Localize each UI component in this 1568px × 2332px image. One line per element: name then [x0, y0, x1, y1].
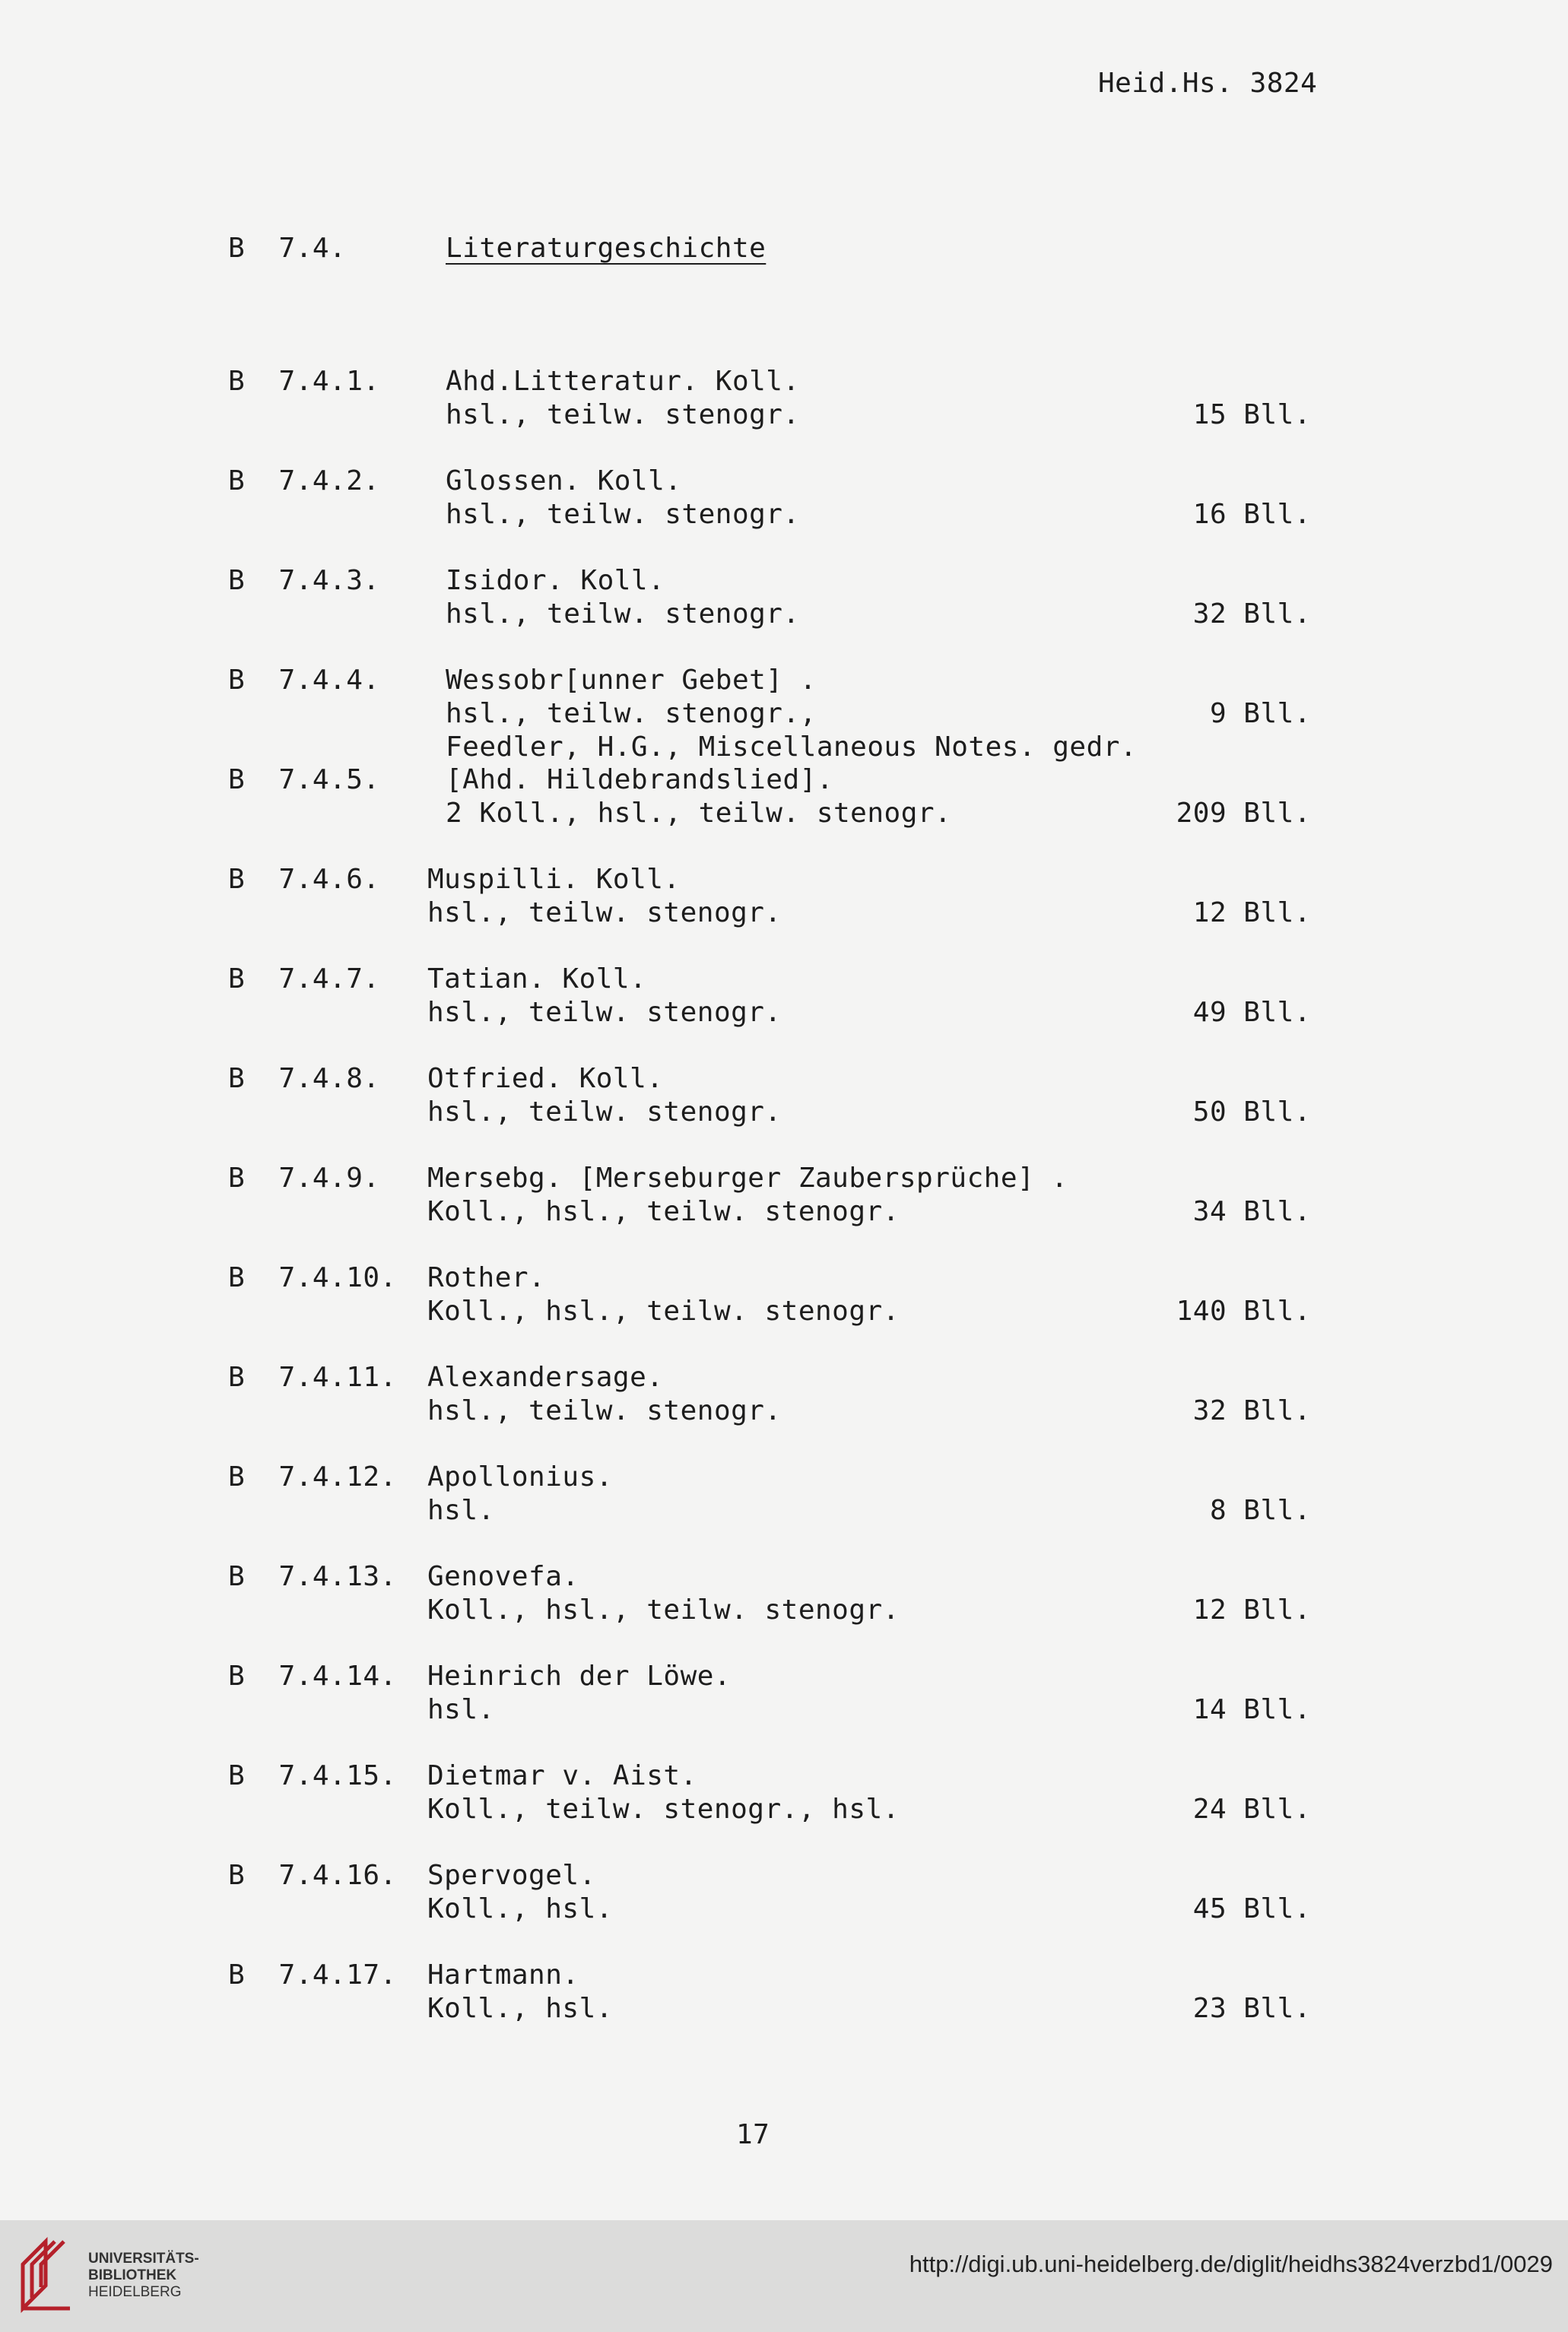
entry-title: Spervogel. — [427, 1860, 596, 1891]
page-number: 17 — [736, 2119, 770, 2150]
entry-description: Koll., hsl., teilw. stenogr. — [427, 1594, 900, 1626]
source-url-link[interactable]: http://digi.ub.uni-heidelberg.de/diglit/heidhs3824verzbd1/0029 — [909, 2251, 1553, 2277]
entry-description: hsl., teilw. stenogr. — [427, 997, 782, 1028]
entry-description: hsl., teilw. stenogr. — [446, 598, 800, 630]
entry-code: B 7.4.6. — [228, 864, 380, 895]
entry-leaf-count: 34 Bll. — [1192, 1196, 1311, 1227]
entry-leaf-count: 16 Bll. — [1192, 499, 1311, 530]
entry-leaf-count: 23 Bll. — [1192, 1993, 1311, 2024]
entry-code: B 7.4.17. — [228, 1959, 397, 1991]
entry-description: hsl. — [427, 1694, 495, 1725]
entry-leaf-count: 15 Bll. — [1192, 399, 1311, 430]
entry-title: Alexandersage. — [427, 1362, 664, 1393]
entry-leaf-count: 32 Bll. — [1192, 598, 1311, 630]
footer-bar — [0, 2220, 1568, 2332]
entry-code: B 7.4.3. — [228, 565, 380, 596]
entry-leaf-count: 209 Bll. — [1176, 798, 1311, 829]
entry-title: Muspilli. Koll. — [427, 864, 681, 895]
entry-code: B 7.4.16. — [228, 1860, 397, 1891]
section-code: B 7.4. — [228, 233, 347, 264]
entry-description: Koll., hsl. — [427, 1993, 613, 2024]
entry-code: B 7.4.9. — [228, 1163, 380, 1194]
library-logo-icon — [15, 2237, 78, 2313]
catalog-entry — [0, 365, 1568, 441]
entry-description: 2 Koll., hsl., teilw. stenogr. — [446, 798, 952, 829]
library-name-line2: BIBLIOTHEK — [88, 2267, 177, 2283]
entry-description: hsl., teilw. stenogr. — [427, 1096, 782, 1128]
entry-code: B 7.4.5. — [228, 764, 380, 795]
entry-code: B 7.4.13. — [228, 1561, 397, 1592]
entry-description: hsl., teilw. stenogr. — [427, 1395, 782, 1426]
entry-description: hsl., teilw. stenogr. — [446, 399, 800, 430]
entry-title: Otfried. Koll. — [427, 1063, 664, 1094]
library-name-line3: HEIDELBERG — [88, 2284, 182, 2300]
catalog-entry — [0, 564, 1568, 640]
entry-title: Wessobr[unner Gebet] . — [446, 665, 817, 696]
entry-title: Apollonius. — [427, 1461, 613, 1493]
entry-code: B 7.4.4. — [228, 665, 380, 696]
section-title: Literaturgeschichte — [446, 233, 767, 264]
catalog-entry — [0, 863, 1568, 939]
catalog-entry — [0, 1261, 1568, 1337]
entry-title: Glossen. Koll. — [446, 465, 682, 497]
entry-code: B 7.4.15. — [228, 1760, 397, 1791]
entry-code: B 7.4.2. — [228, 465, 380, 497]
entry-leaf-count: 8 Bll. — [1209, 1495, 1311, 1526]
entry-leaf-count: 12 Bll. — [1192, 897, 1311, 928]
catalog-entry — [0, 664, 1568, 763]
entry-title: [Ahd. Hildebrandslied]. — [446, 764, 833, 795]
entry-code: B 7.4.10. — [228, 1262, 397, 1293]
entry-leaf-count: 49 Bll. — [1192, 997, 1311, 1028]
catalog-entry — [0, 465, 1568, 541]
entry-description: Koll., hsl., teilw. stenogr. — [427, 1196, 900, 1227]
entry-title: Isidor. Koll. — [446, 565, 665, 596]
catalog-entry — [0, 1959, 1568, 2035]
entry-code: B 7.4.11. — [228, 1362, 397, 1393]
entry-description: Koll., hsl., teilw. stenogr. — [427, 1296, 900, 1327]
entry-leaf-count: 12 Bll. — [1192, 1594, 1311, 1626]
library-name — [88, 2251, 199, 2301]
entry-leaf-count: 50 Bll. — [1192, 1096, 1311, 1128]
catalog-entry — [0, 1062, 1568, 1138]
entry-code: B 7.4.14. — [228, 1661, 397, 1692]
entry-leaf-count: 9 Bll. — [1209, 698, 1311, 729]
entry-leaf-count: 140 Bll. — [1176, 1296, 1311, 1327]
entry-code: B 7.4.12. — [228, 1461, 397, 1493]
shelfmark-reference: Heid.Hs. 3824 — [1098, 68, 1318, 99]
library-name-line1: UNIVERSITÄTS- — [88, 2251, 199, 2267]
entry-leaf-count: 45 Bll. — [1192, 1893, 1311, 1924]
catalog-entry — [0, 963, 1568, 1039]
entry-description: Koll., hsl. — [427, 1893, 613, 1924]
entry-title: Mersebg. [Merseburger Zaubersprüche] . — [427, 1163, 1068, 1194]
entry-leaf-count: 14 Bll. — [1192, 1694, 1311, 1725]
catalog-entry — [0, 1660, 1568, 1736]
catalog-entry — [0, 763, 1568, 839]
entry-leaf-count: 24 Bll. — [1192, 1794, 1311, 1825]
catalog-entry — [0, 1560, 1568, 1636]
entry-description: hsl., teilw. stenogr., — [446, 698, 817, 729]
entry-title: Ahd.Litteratur. Koll. — [446, 366, 800, 397]
catalog-entry — [0, 1162, 1568, 1238]
catalog-entry — [0, 1859, 1568, 1935]
catalog-entry — [0, 1461, 1568, 1537]
entry-title: Heinrich der Löwe. — [427, 1661, 732, 1692]
entry-description: hsl., teilw. stenogr. — [427, 897, 782, 928]
entry-leaf-count: 32 Bll. — [1192, 1395, 1311, 1426]
entry-description: hsl., teilw. stenogr. — [446, 499, 800, 530]
entry-code: B 7.4.1. — [228, 366, 380, 397]
entry-title: Hartmann. — [427, 1959, 579, 1991]
entry-title: Dietmar v. Aist. — [427, 1760, 697, 1791]
entry-note: Feedler, H.G., Miscellaneous Notes. gedr. — [446, 731, 1138, 763]
entry-code: B 7.4.7. — [228, 963, 380, 995]
catalog-entry — [0, 1759, 1568, 1835]
entry-title: Tatian. Koll. — [427, 963, 647, 995]
entry-description: Koll., teilw. stenogr., hsl. — [427, 1794, 900, 1825]
entry-code: B 7.4.8. — [228, 1063, 380, 1094]
entry-title: Rother. — [427, 1262, 546, 1293]
entry-title: Genovefa. — [427, 1561, 579, 1592]
entry-description: hsl. — [427, 1495, 495, 1526]
catalog-entry — [0, 1361, 1568, 1437]
